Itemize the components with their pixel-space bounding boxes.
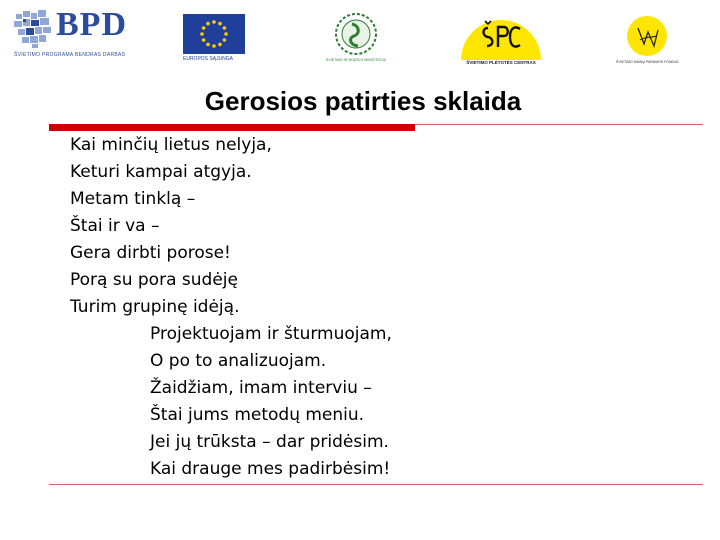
poem-line: Turim grupinę idėją. bbox=[70, 297, 240, 317]
poem-line: Štai jums metodų meniu. bbox=[150, 405, 365, 425]
eu-caption: EUROPOS SĄJUNGA bbox=[183, 56, 234, 62]
ministry-seal-logo bbox=[328, 12, 384, 64]
spc-logo bbox=[458, 10, 544, 68]
poem-line: Gera dirbti porose! bbox=[70, 243, 231, 263]
poem-line: Projektuojam ir šturmuojam, bbox=[150, 324, 392, 344]
poem-line: Kai minčių lietus nelyja, bbox=[70, 135, 272, 155]
page-title: Gerosios patirties sklaida bbox=[204, 86, 522, 116]
poem-line: O po to analizuojam. bbox=[150, 351, 327, 371]
europe-map-icon bbox=[12, 8, 56, 50]
yellow-emblem-icon bbox=[618, 14, 676, 60]
bpd-wordmark: BPD bbox=[56, 6, 127, 43]
poem-line: Porą su pora sudėję bbox=[70, 270, 238, 290]
poem-line: Jei jų trūksta – dar pridėsim. bbox=[150, 432, 389, 452]
yellow-caption: ŠVIETIMO MAINŲ PARAMOS FONDAS bbox=[616, 60, 679, 64]
poem-line: Kai drauge mes padirbėsim! bbox=[150, 459, 391, 479]
bottom-divider-line bbox=[49, 484, 703, 485]
yellow-logo bbox=[616, 14, 679, 68]
poem-line: Metam tinklą – bbox=[70, 189, 196, 209]
bpd-subtitle: ŠVIETIMO PROGRAMA BENDRAS DARBAS bbox=[14, 52, 126, 58]
poem-line: Keturi kampai atgyja. bbox=[70, 162, 252, 182]
poem-line: Štai ir va – bbox=[70, 216, 160, 236]
title-divider-line bbox=[415, 124, 703, 125]
poem-line: Žaidžiam, imam interviu – bbox=[150, 378, 372, 398]
green-seal-icon bbox=[328, 12, 384, 58]
bpd-logo bbox=[12, 8, 137, 60]
spc-caption: ŠVIETIMO PLĖTOTĖS CENTRAS bbox=[466, 60, 536, 65]
eu-logo bbox=[183, 14, 249, 64]
seal-caption: ŠVIETIMO IR MOKSLO MINISTERIJA bbox=[326, 58, 386, 62]
title-accent-bar bbox=[49, 124, 415, 131]
poem-text bbox=[70, 132, 392, 483]
spc-logo-icon bbox=[458, 10, 544, 60]
eu-flag-icon bbox=[183, 14, 245, 54]
logo-bar bbox=[0, 0, 720, 80]
